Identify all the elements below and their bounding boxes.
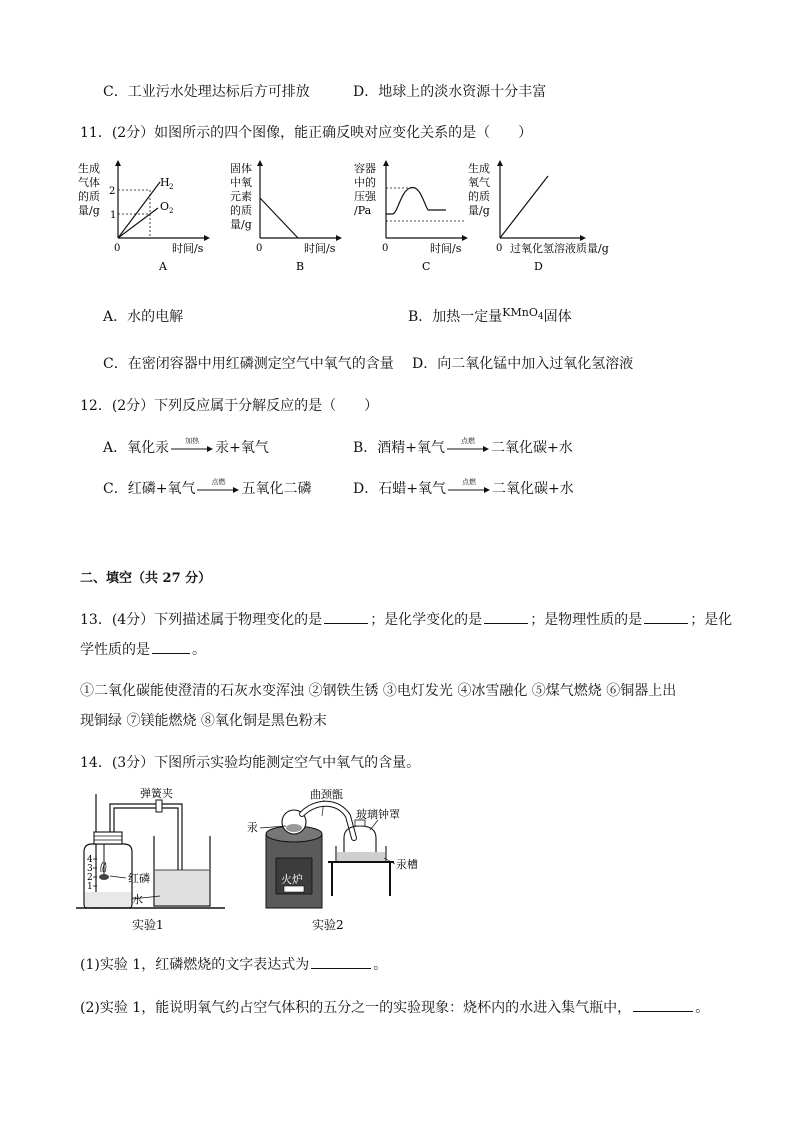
trough-label: 汞槽 xyxy=(396,858,418,871)
graph-a-ylabel-2: 气体 xyxy=(78,176,100,189)
graph-b-origin: 0 xyxy=(256,243,263,254)
q11-option-d: D．向二氧化锰中加入过氧化氢溶液 xyxy=(412,356,634,372)
graph-d-line xyxy=(500,176,548,238)
graph-d-ylabel-1: 生成 xyxy=(468,162,490,175)
graph-d-x-arrow xyxy=(580,235,586,241)
retort-label: 曲颈甑 xyxy=(310,788,343,801)
q12-option-a xyxy=(103,439,269,457)
graph-d-ylabel-3: 的质 xyxy=(468,190,490,203)
graph-d-xlabel: 过氧化氢溶液质量/g xyxy=(510,242,609,255)
graph-d-y-arrow xyxy=(497,160,503,166)
graph-d-ylabel-4: 量/g xyxy=(468,204,490,217)
q12-d-right: 二氧化碳+水 xyxy=(491,481,574,497)
q12-b-left: B．酒精+氧气 xyxy=(353,440,446,456)
graph-c-ylabel-4: /Pa xyxy=(354,204,372,217)
graph-b-ylabel-3: 元素 xyxy=(230,190,252,203)
graph-d-caption: D xyxy=(534,260,543,273)
graph-b-line xyxy=(260,198,298,238)
q12-d-left: D．石蜡+氧气 xyxy=(353,481,446,497)
q14-sub-1: (1)实验 1，红磷燃烧的文字表达式为 。 xyxy=(80,954,387,974)
graph-a-h2-sub: 2 xyxy=(169,183,174,191)
answer-blank-6[interactable] xyxy=(633,997,693,1012)
graph-c-curve xyxy=(386,187,446,214)
mercury-label: 汞 xyxy=(247,821,258,834)
graph-a-tick-2: 2 xyxy=(109,186,116,197)
scale-2: 2 xyxy=(87,873,93,883)
q11-stem: 11．(2分）如图所示的四个图像，能正确反映对应变化关系的是（ ） xyxy=(80,125,533,141)
scale-1: 1 xyxy=(87,882,93,892)
graph-a-ylabel-3: 的质 xyxy=(78,190,100,203)
spring-clamp xyxy=(156,800,162,812)
q11-option-c: C．在密闭容器中用红磷测定空气中氧气的含量 xyxy=(103,356,394,372)
q11-option-a: A．水的电解 xyxy=(103,309,184,325)
graph-b-ylabel-1: 固体 xyxy=(230,162,252,175)
jar-water xyxy=(85,892,131,907)
reaction-arrow-icon xyxy=(447,437,489,455)
graph-c-svg xyxy=(354,158,484,278)
q13-line-2: 学性质的是 。 xyxy=(80,639,206,659)
graph-b-ylabel-5: 量/g xyxy=(230,218,252,231)
experiment-1-caption: 实验1 xyxy=(132,918,164,932)
q12-b-condition: 点燃 xyxy=(461,437,476,445)
graph-a-ylabel-1: 生成 xyxy=(78,162,100,175)
graph-b-ylabel-4: 的质 xyxy=(230,204,252,217)
answer-blank-2[interactable] xyxy=(484,609,528,624)
beaker-water xyxy=(155,870,209,905)
graph-b-ylabel-2: 中氧 xyxy=(230,176,252,189)
phosphorus-label: 红磷 xyxy=(128,872,150,885)
graph-c-xlabel: 时间/s xyxy=(430,242,462,255)
graph-a-h2-label: H xyxy=(160,176,170,189)
experiment-2-svg xyxy=(244,786,434,936)
reaction-arrow-icon xyxy=(197,478,239,496)
graph-a-o2-line xyxy=(118,208,158,238)
graph-b-xlabel: 时间/s xyxy=(304,242,336,255)
q11-graph-d xyxy=(468,158,648,278)
q12-c-condition: 点燃 xyxy=(211,478,226,486)
scale-3: 3 xyxy=(87,864,93,874)
graph-c-ylabel-2: 中的 xyxy=(354,176,376,189)
q10-option-d: D．地球上的淡水资源十分丰富 xyxy=(353,84,547,100)
scale-4: 4 xyxy=(87,855,93,865)
experiment-1-figure xyxy=(70,786,230,936)
graph-a-x-arrow xyxy=(204,235,210,241)
section-2-heading: 二、填空（共 27 分） xyxy=(80,571,212,586)
graph-c-y-arrow xyxy=(383,160,389,166)
reaction-arrow-icon xyxy=(171,437,213,455)
graph-a-caption: A xyxy=(159,260,167,273)
graph-a-svg xyxy=(72,158,222,278)
flame-icon xyxy=(101,862,106,872)
water-label: 水 xyxy=(132,893,143,906)
answer-blank-4[interactable] xyxy=(152,639,190,654)
jar-stopper xyxy=(94,832,122,844)
q11-option-b-formula: KMnO4 xyxy=(502,306,544,322)
graph-b-caption: B xyxy=(296,260,305,273)
q12-stem: 12．(2分）下列反应属于分解反应的是（ ） xyxy=(80,398,379,414)
q11-graph-a xyxy=(72,158,222,278)
q11-graph-b xyxy=(226,158,356,278)
bell-jar-label: 玻璃钟罩 xyxy=(356,808,400,821)
q14-sub-2: (2)实验 1，能说明氧气约占空气体积的五分之一的实验现象：烧杯内的水进入集气瓶中， 。 xyxy=(80,997,709,1017)
combustion-spoon xyxy=(99,874,109,880)
clamp-label: 弹簧夹 xyxy=(140,787,173,800)
q12-d-condition: 点燃 xyxy=(461,478,476,486)
q11-graph-c xyxy=(354,158,484,278)
bell-jar xyxy=(344,826,376,856)
experiment-1-svg xyxy=(70,786,230,936)
graph-a-ylabel-4: 量/g xyxy=(78,204,100,217)
q12-a-left: A．氧化汞 xyxy=(103,440,170,456)
furnace-label: 火炉 xyxy=(281,873,303,886)
q12-a-right: 汞+氧气 xyxy=(215,440,269,456)
q13-line-1: 13．(4分）下列描述属于物理变化的是 ；是化学变化的是 ；是物理性质的是 ；是化 xyxy=(80,609,732,629)
q12-b-right: 二氧化碳+水 xyxy=(491,440,573,456)
graph-a-origin: 0 xyxy=(114,243,121,254)
graph-a-o2-sub: 2 xyxy=(169,207,174,215)
graph-b-y-arrow xyxy=(257,160,263,166)
answer-blank-1[interactable] xyxy=(324,609,368,624)
q13-items-line-2: 现铜绿 ⑦镁能燃烧 ⑧氧化铜是黑色粉末 xyxy=(80,713,327,729)
reaction-arrow-icon xyxy=(448,478,490,496)
graph-c-caption: C xyxy=(422,260,431,273)
q12-a-condition: 加热 xyxy=(185,437,200,445)
graph-b-x-arrow xyxy=(336,235,342,241)
q12-option-d xyxy=(353,480,574,498)
q11-option-b xyxy=(408,308,572,331)
experiment-2-caption: 实验2 xyxy=(312,918,344,932)
graph-a-xlabel: 时间/s xyxy=(172,242,204,255)
graph-a-o2-label: O xyxy=(160,200,170,213)
experiment-2-figure xyxy=(244,786,434,936)
graph-c-origin: 0 xyxy=(382,243,389,254)
q13-items-line-1: ①二氧化碳能使澄清的石灰水变浑浊 ②钢铁生锈 ③电灯发光 ④冰雪融化 ⑤煤气燃烧 ⑥铜器上出 xyxy=(80,683,677,699)
graph-a-tick-1: 1 xyxy=(110,210,117,221)
graph-c-ylabel-1: 容器 xyxy=(354,162,376,175)
answer-blank-3[interactable] xyxy=(644,609,688,624)
answer-blank-5[interactable] xyxy=(311,954,371,969)
q12-c-right: 五氧化二磷 xyxy=(241,481,312,497)
graph-d-ylabel-2: 氧气 xyxy=(468,176,490,189)
graph-a-y-arrow xyxy=(115,160,121,166)
q14-stem: 14．(3分）下图所示实验均能测定空气中氧气的含量。 xyxy=(80,755,421,771)
q10-option-c: C．工业污水处理达标后方可排放 xyxy=(103,84,310,100)
graph-d-origin: 0 xyxy=(496,243,503,254)
q11-option-b-prefix: B．加热一定量 xyxy=(408,309,503,325)
graph-d-svg xyxy=(468,158,648,278)
graph-b-svg xyxy=(226,158,356,278)
q11-option-b-suffix: 固体 xyxy=(543,309,572,325)
graph-c-ylabel-3: 压强 xyxy=(354,190,376,203)
q12-c-left: C．红磷+氧气 xyxy=(103,481,196,497)
q12-option-c xyxy=(103,480,311,498)
q12-option-b xyxy=(353,439,573,457)
